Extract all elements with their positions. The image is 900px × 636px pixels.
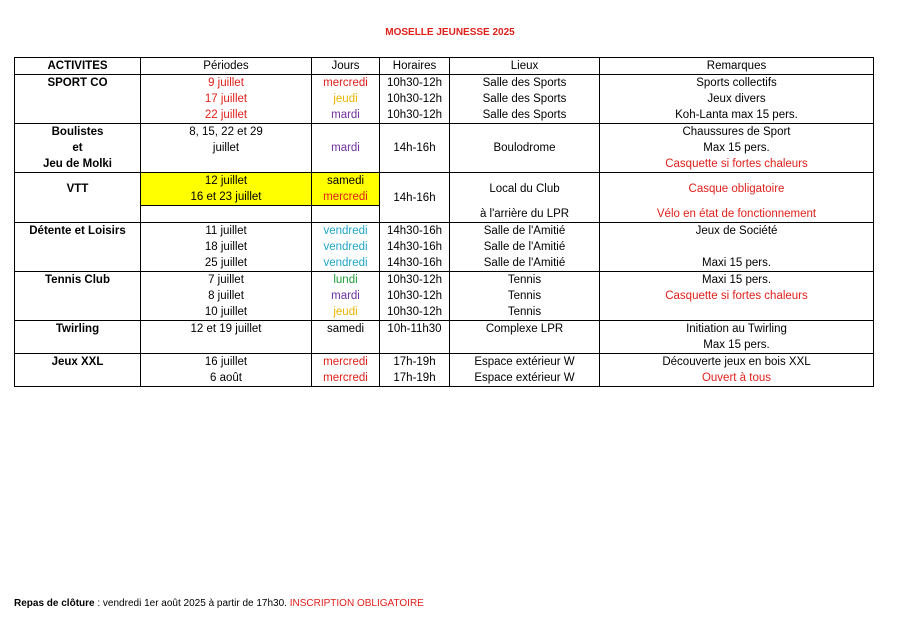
horaire-cell: 10h30-12h (380, 304, 450, 321)
periode-cell (141, 156, 312, 173)
table-row (15, 337, 874, 354)
lieu-cell: Tennis (450, 272, 600, 289)
activity-name (15, 255, 141, 272)
jour-cell (312, 337, 380, 354)
jour-cell: mercredi (312, 75, 380, 92)
periode-cell: 11 juillet (141, 223, 312, 240)
remarque-cell: Maxi 15 pers. (600, 255, 874, 272)
table-row (15, 223, 874, 240)
horaire-cell: 14h30-16h (380, 239, 450, 255)
periode-cell: 10 juillet (141, 304, 312, 321)
table-row (15, 91, 874, 107)
periode-cell: 18 juillet (141, 239, 312, 255)
jour-cell: vendredi (312, 255, 380, 272)
remarque-cell: Initiation au Twirling (600, 321, 874, 338)
horaire-cell (380, 337, 450, 354)
table-row (15, 304, 874, 321)
table-row (15, 288, 874, 304)
table-row (15, 354, 874, 371)
remarque-cell: Casquette si fortes chaleurs (600, 156, 874, 173)
lieu-cell: Salle des Sports (450, 107, 600, 124)
header-jours: Jours (312, 58, 380, 75)
header-activites: ACTIVITES (15, 58, 141, 75)
header-horaires: Horaires (380, 58, 450, 75)
jour-cell (312, 206, 380, 223)
table-row (15, 107, 874, 124)
remarque-cell (600, 304, 874, 321)
table-row (15, 255, 874, 272)
horaire-cell: 14h30-16h (380, 223, 450, 240)
activities-table (14, 57, 874, 387)
jour-cell: mardi (312, 140, 380, 156)
jour-cell: mardi (312, 107, 380, 124)
horaire-cell: 14h30-16h (380, 255, 450, 272)
periode-cell: 9 juillet (141, 75, 312, 92)
jour-cell: mercredi (312, 370, 380, 387)
horaire-cell: 10h-11h30 (380, 321, 450, 338)
jour-cell: samedi (312, 173, 380, 190)
remarque-cell: Jeux divers (600, 91, 874, 107)
lieu-cell: Tennis (450, 304, 600, 321)
activity-name (15, 91, 141, 107)
lieu-cell: Salle des Sports (450, 91, 600, 107)
activity-name: Boulistes (15, 124, 141, 141)
jour-cell: vendredi (312, 223, 380, 240)
jour-cell: mercredi (312, 189, 380, 206)
lieu-cell: Salle de l'Amitié (450, 255, 600, 272)
periode-cell: 8, 15, 22 et 29 (141, 124, 312, 141)
periode-cell: 22 juillet (141, 107, 312, 124)
horaire-cell: 10h30-12h (380, 288, 450, 304)
activity-name (15, 107, 141, 124)
horaire-cell: 14h-16h (380, 140, 450, 156)
document-title: MOSELLE JEUNESSE 2025 (385, 27, 515, 38)
remarque-cell: Koh-Lanta max 15 pers. (600, 107, 874, 124)
remarque-cell: Max 15 pers. (600, 140, 874, 156)
jour-cell: samedi (312, 321, 380, 338)
lieu-cell: Espace extérieur W (450, 354, 600, 371)
horaire-cell: 10h30-12h (380, 272, 450, 289)
activity-name: Twirling (15, 321, 141, 338)
horaire-cell: 14h-16h (380, 173, 450, 223)
table-row (15, 272, 874, 289)
table-row (15, 173, 874, 190)
periode-cell: 7 juillet (141, 272, 312, 289)
lieu-cell: Espace extérieur W (450, 370, 600, 387)
header-lieux: Lieux (450, 58, 600, 75)
horaire-cell: 17h-19h (380, 370, 450, 387)
activity-name (15, 304, 141, 321)
periode-cell: 16 et 23 juillet (141, 189, 312, 206)
lieu-cell: Salle de l'Amitié (450, 239, 600, 255)
remarque-cell: Casque obligatoire (600, 173, 874, 206)
jour-cell: lundi (312, 272, 380, 289)
activity-name: Tennis Club (15, 272, 141, 289)
activity-name (15, 206, 141, 223)
activity-name (15, 288, 141, 304)
table-row (15, 370, 874, 387)
lieu-cell (450, 337, 600, 354)
horaire-cell: 10h30-12h (380, 107, 450, 124)
periode-cell: 8 juillet (141, 288, 312, 304)
activity-name: Détente et Loisirs (15, 223, 141, 240)
remarque-cell: Découverte jeux en bois XXL (600, 354, 874, 371)
lieu-cell: Tennis (450, 288, 600, 304)
lieu-cell: Salle des Sports (450, 75, 600, 92)
table-row (15, 156, 874, 173)
periode-cell: 6 août (141, 370, 312, 387)
activity-name: et (15, 140, 141, 156)
header-row (15, 58, 874, 75)
jour-cell: jeudi (312, 91, 380, 107)
activity-name (15, 239, 141, 255)
jour-cell: vendredi (312, 239, 380, 255)
footer-highlight: INSCRIPTION OBLIGATOIRE (289, 598, 424, 609)
horaire-cell: 17h-19h (380, 354, 450, 371)
jour-cell (312, 156, 380, 173)
activity-name: Jeu de Molki (15, 156, 141, 173)
activity-name: SPORT CO (15, 75, 141, 92)
periode-cell: juillet (141, 140, 312, 156)
table-row (15, 75, 874, 92)
table-row (15, 321, 874, 338)
remarque-cell: Max 15 pers. (600, 337, 874, 354)
remarque-cell: Chaussures de Sport (600, 124, 874, 141)
activity-name (15, 370, 141, 387)
jour-cell: mardi (312, 288, 380, 304)
periode-cell: 12 juillet (141, 173, 312, 190)
remarque-cell: Maxi 15 pers. (600, 272, 874, 289)
footer-text: : vendredi 1er août 2025 à partir de 17h30. (94, 598, 290, 609)
horaire-cell (380, 156, 450, 173)
remarque-cell: Sports collectifs (600, 75, 874, 92)
periode-cell: 25 juillet (141, 255, 312, 272)
activity-name (15, 337, 141, 354)
jour-cell: mercredi (312, 354, 380, 371)
remarque-cell: Ouvert à tous (600, 370, 874, 387)
lieu-cell (450, 156, 600, 173)
header-remarques: Remarques (600, 58, 874, 75)
jour-cell: jeudi (312, 304, 380, 321)
activity-name: Jeux XXL (15, 354, 141, 371)
remarque-cell: Casquette si fortes chaleurs (600, 288, 874, 304)
periode-cell: 16 juillet (141, 354, 312, 371)
lieu-cell (450, 124, 600, 141)
table-row (15, 140, 874, 156)
lieu-cell: Boulodrome (450, 140, 600, 156)
lieu-cell: Complexe LPR (450, 321, 600, 338)
lieu-cell: Local du Club (450, 173, 600, 206)
footer-label: Repas de clôture (14, 598, 95, 609)
remarque-cell (600, 239, 874, 255)
lieu-cell: Salle de l'Amitié (450, 223, 600, 240)
horaire-cell: 10h30-12h (380, 75, 450, 92)
periode-cell (141, 206, 312, 223)
table-row (15, 239, 874, 255)
footer-note (14, 598, 424, 609)
activity-name: VTT (15, 173, 141, 206)
horaire-cell: 10h30-12h (380, 91, 450, 107)
remarque-cell: Vélo en état de fonctionnement (600, 206, 874, 223)
periode-cell (141, 337, 312, 354)
periode-cell: 12 et 19 juillet (141, 321, 312, 338)
header-periodes: Périodes (141, 58, 312, 75)
table-row (15, 124, 874, 141)
periode-cell: 17 juillet (141, 91, 312, 107)
horaire-cell (380, 124, 450, 141)
jour-cell (312, 124, 380, 141)
remarque-cell: Jeux de Société (600, 223, 874, 240)
lieu-cell: à l'arrière du LPR (450, 206, 600, 223)
